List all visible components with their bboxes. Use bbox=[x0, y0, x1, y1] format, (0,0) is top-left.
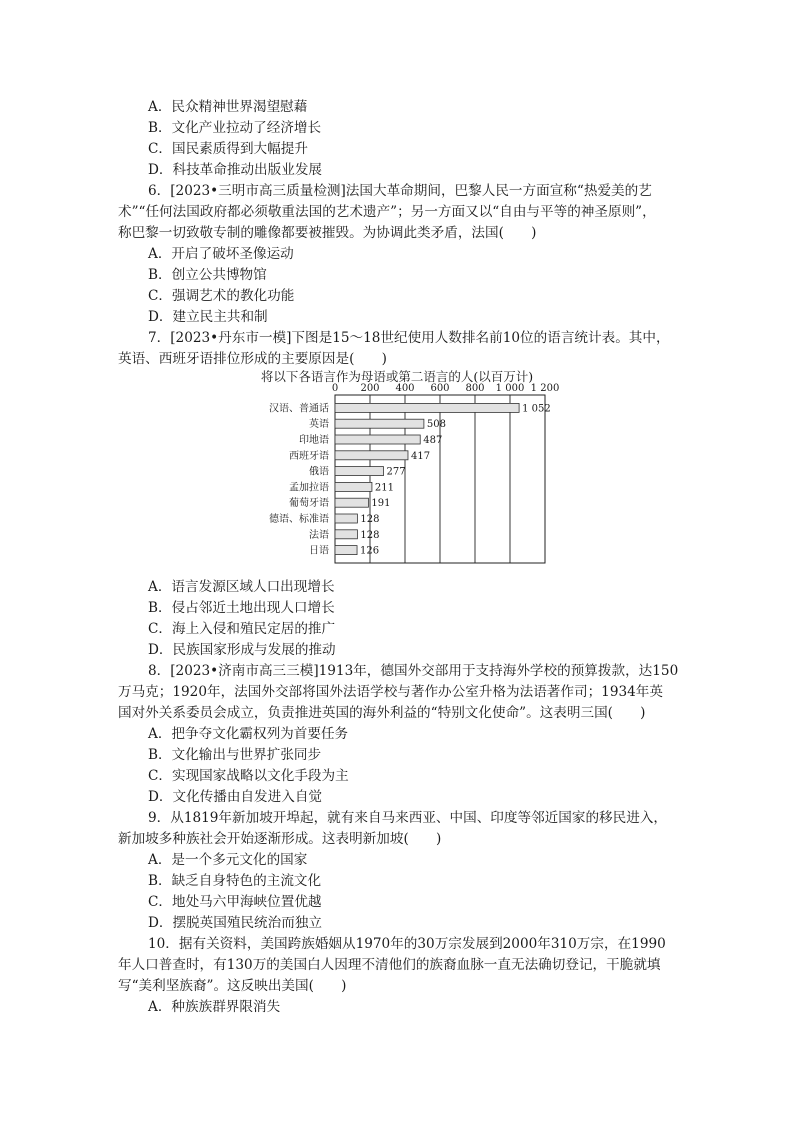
q8-stem-line3: 国对外关系委员会成立，负责推进英国的海外利益的“特别文化使命”。这表明三国( ) bbox=[118, 705, 646, 721]
bar bbox=[335, 435, 420, 444]
bar bbox=[335, 403, 519, 412]
q9-option-b: B．缺乏自身特色的主流文化 bbox=[148, 873, 322, 889]
q8-stem-line1: 8．[2023•济南市高三三模]1913年，德国外交部用于支持海外学校的预算拨款，达150 bbox=[148, 663, 679, 679]
q6-option-a: A．开启了破坏圣像运动 bbox=[148, 246, 294, 262]
bar bbox=[335, 451, 408, 460]
category-label: 西班牙语 bbox=[289, 450, 329, 462]
language-chart bbox=[0, 362, 794, 577]
q8-option-b: B．文化输出与世界扩张同步 bbox=[148, 747, 322, 763]
category-label: 英语 bbox=[309, 419, 329, 431]
bar bbox=[335, 482, 372, 491]
q10-stem-line1: 10．据有关资料，美国跨族婚姻从1970年的30万宗发展到2000年310万宗，在1990 bbox=[148, 936, 666, 952]
category-label: 日语 bbox=[309, 545, 329, 557]
q7-stem-line1: 7．[2023•丹东市一模]下图是15～18世纪使用人数排名前10位的语言统计表。其中， bbox=[148, 330, 670, 346]
chart-canvas bbox=[0, 362, 794, 577]
category-label: 德语、标准语 bbox=[269, 514, 329, 525]
x-tick-label: 0 bbox=[331, 383, 339, 394]
category-label: 法语 bbox=[309, 529, 329, 541]
x-tick-label: 600 bbox=[430, 383, 450, 394]
q8-option-d: D．文化传播由自发进入自觉 bbox=[148, 789, 323, 805]
q6-option-c: C．强调艺术的教化功能 bbox=[148, 288, 295, 304]
option-b: B．文化产业拉动了经济增长 bbox=[148, 120, 322, 136]
q9-option-c: C．地处马六甲海峡位置优越 bbox=[148, 894, 322, 910]
value-label: 417 bbox=[410, 450, 431, 462]
q6-stem-line3: 称巴黎一切致敬专制的雕像都要被摧毁。为协调此类矛盾，法国( ) bbox=[118, 225, 537, 241]
x-tick-label: 800 bbox=[465, 383, 485, 394]
q10-option-a: A．种族族群界限消失 bbox=[148, 999, 281, 1015]
q7-stem-line2: 英语、西班牙语排位形成的主要原因是( ) bbox=[118, 351, 387, 367]
category-label: 印地语 bbox=[299, 435, 329, 446]
q6-stem-line2: 术”“任何法国政府都必须敬重法国的艺术遗产”；另一方面又以“自由与平等的神圣原则”， bbox=[118, 204, 656, 220]
x-tick-label: 1 000 bbox=[495, 383, 525, 394]
q6-option-b: B．创立公共博物馆 bbox=[148, 267, 267, 283]
value-label: 128 bbox=[360, 529, 380, 541]
q9-stem-line1: 9．从1819年新加坡开埠起，就有来自马来西亚、中国、印度等邻近国家的移民进入， bbox=[148, 810, 668, 826]
bar bbox=[335, 498, 368, 507]
value-label: 508 bbox=[426, 419, 446, 431]
option-d: D．科技革命推动出版业发展 bbox=[148, 162, 323, 178]
x-tick-label: 200 bbox=[360, 383, 380, 394]
bar bbox=[335, 530, 357, 539]
q7-option-a: A．语言发源区域人口出现增长 bbox=[148, 579, 335, 595]
q8-option-a: A．把争夺文化霸权列为首要任务 bbox=[148, 726, 349, 742]
value-label: 126 bbox=[360, 545, 380, 557]
value-label: 128 bbox=[360, 514, 380, 525]
category-label: 汉语、普通话 bbox=[269, 403, 329, 415]
q8-stem-line2: 万马克；1920年，法国外交部将国外法语学校与著作办公室升格为法语著作司；1934年英 bbox=[118, 684, 663, 700]
bar bbox=[335, 514, 357, 523]
q6-option-d: D．建立民主共和制 bbox=[148, 309, 268, 325]
value-label: 191 bbox=[371, 498, 391, 510]
value-label: 487 bbox=[423, 435, 443, 446]
value-label: 277 bbox=[386, 466, 406, 478]
q6-stem-line1: 6．[2023•三明市高三质量检测]法国大革命期间，巴黎人民一方面宣称“热爱美的艺 bbox=[148, 183, 652, 199]
option-a: A．民众精神世界渴望慰藉 bbox=[148, 99, 308, 115]
q10-stem-line3: 写“美利坚族裔”。这反映出美国( ) bbox=[118, 978, 347, 994]
x-tick-label: 400 bbox=[395, 383, 415, 394]
category-label: 葡萄牙语 bbox=[289, 498, 329, 510]
q7-option-d: D．民族国家形成与发展的推动 bbox=[148, 642, 336, 658]
bar bbox=[335, 546, 357, 555]
bar bbox=[335, 467, 383, 476]
value-label: 211 bbox=[374, 482, 395, 494]
q7-option-b: B．侵占邻近土地出现人口增长 bbox=[148, 600, 335, 616]
category-label: 孟加拉语 bbox=[289, 482, 329, 494]
chart-title: 将以下各语言作为母语或第二语言的人(以百万计) bbox=[260, 369, 534, 384]
category-label: 俄语 bbox=[309, 466, 329, 478]
q10-stem-line2: 年人口普查时，有130万的美国白人因理不清他们的族裔血脉一直无法确切登记，干脆就填 bbox=[118, 957, 661, 973]
q8-option-c: C．实现国家战略以文化手段为主 bbox=[148, 768, 349, 784]
q9-option-d: D．摆脱英国殖民统治而独立 bbox=[148, 915, 323, 931]
x-tick-label: 1 200 bbox=[530, 383, 560, 394]
value-label: 1 052 bbox=[522, 403, 551, 415]
bar bbox=[335, 419, 424, 428]
q7-option-c: C．海上入侵和殖民定居的推广 bbox=[148, 621, 336, 637]
q9-option-a: A．是一个多元文化的国家 bbox=[148, 852, 308, 868]
option-c: C．国民素质得到大幅提升 bbox=[148, 141, 308, 157]
q9-stem-line2: 新加坡多种族社会开始逐渐形成。这表明新加坡( ) bbox=[118, 831, 442, 847]
